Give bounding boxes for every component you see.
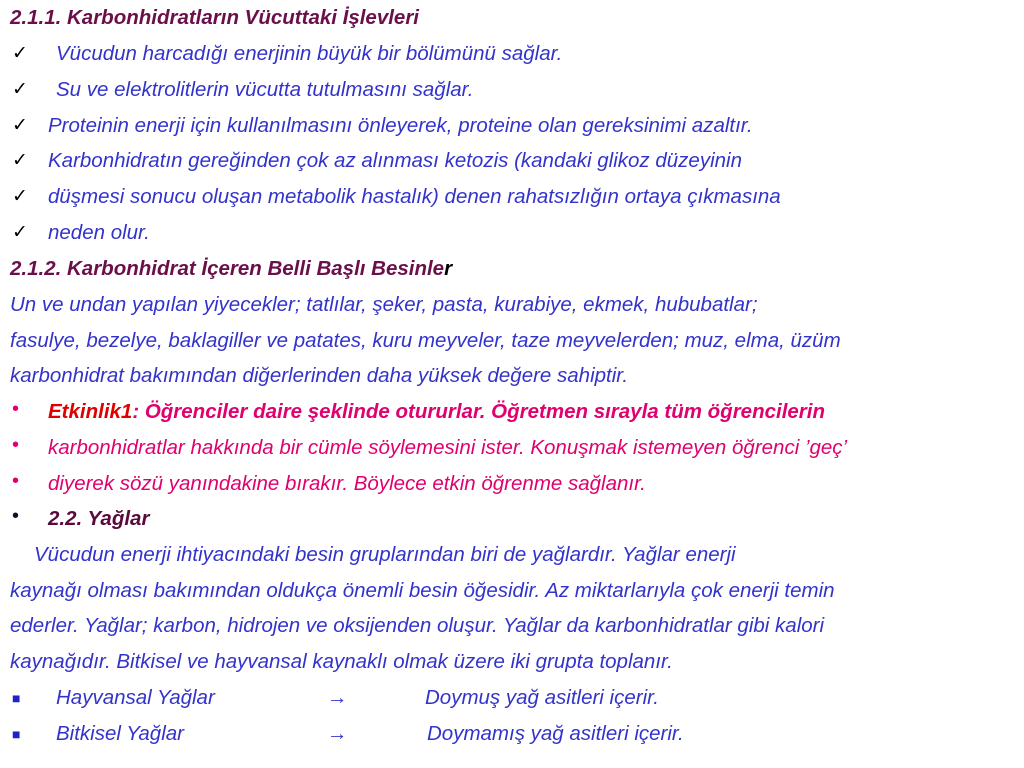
foods-paragraph-line: Un ve undan yapılan yiyecekler; tatlılar, şeker, pasta, kurabiye, ekmek, hububatlar; [10, 293, 758, 316]
checkmark-icon: ✓ [12, 150, 28, 171]
fats-paragraph-line: ederler. Yağlar; karbon, hidrojen ve oksijenden oluşur. Yağlar da karbonhidratlar gibi kalori [10, 614, 825, 637]
fat-type: Bitkisel Yağlar [56, 722, 184, 745]
bullet-icon: • [12, 398, 20, 420]
function-item: Karbonhidratın gereğinden çok az alınması ketozis (kandaki glikoz düzeyinin [48, 149, 742, 172]
square-bullet-icon: ■ [12, 726, 21, 742]
section-heading-carbohydrate-foods [10, 256, 452, 282]
fats-paragraph-line: kaynağıdır. Bitkisel ve hayvansal kaynaklı olmak üzere iki grupta toplanır. [10, 650, 673, 673]
function-item: Su ve elektrolitlerin vücutta tutulmasını sağlar. [56, 78, 474, 101]
fat-description: Doymuş yağ asitleri içerir. [425, 686, 659, 709]
section-heading-fats: 2.2. Yağlar [48, 507, 150, 530]
activity-label: Etkinlik1 [48, 400, 133, 423]
checkmark-icon: ✓ [12, 79, 28, 100]
fat-description: Doymamış yağ asitleri içerir. [427, 722, 684, 745]
checkmark-icon: ✓ [12, 43, 28, 64]
activity-first-line: Öğrenciler daire şeklinde otururlar. Öğretmen sırayla tüm öğrencilerin [139, 400, 825, 423]
arrow-icon: → [327, 686, 348, 709]
checkmark-icon: ✓ [12, 222, 28, 243]
activity-intro [48, 399, 825, 425]
bullet-icon: • [12, 470, 20, 492]
activity-colon: : [132, 400, 140, 423]
function-item: Vücudun harcadığı enerjinin büyük bir bölümünü sağlar. [56, 42, 563, 65]
section-heading-carbohydrate-functions: 2.1.1. Karbonhidratların Vücuttaki İşlevleri [10, 6, 419, 29]
square-bullet-icon: ■ [12, 690, 21, 706]
checkmark-icon: ✓ [12, 115, 28, 136]
heading-tail: r [444, 257, 453, 280]
arrow-icon: → [327, 722, 348, 745]
fat-type: Hayvansal Yağlar [56, 686, 215, 709]
function-item: neden olur. [48, 221, 150, 244]
activity-line: karbonhidratlar hakkında bir cümle söylemesini ister. Konuşmak istemeyen öğrenci ’geç’ [48, 436, 848, 459]
bullet-icon: • [12, 434, 20, 456]
bullet-icon: • [12, 505, 20, 527]
fats-paragraph-line: Vücudun enerji ihtiyacındaki besin gruplarından biri de yağlardır. Yağlar enerji [34, 543, 736, 566]
fats-paragraph-line: kaynağı olması bakımından oldukça önemli besin öğesidir. Az miktarlarıyla çok enerji temin [10, 579, 835, 602]
heading-text: 2.1.2. Karbonhidrat İçeren Belli Başlı Besinle [10, 257, 445, 280]
function-item: düşmesi sonucu oluşan metabolik hastalık) denen rahatsızlığın ortaya çıkmasına [48, 185, 781, 208]
foods-paragraph-line: fasulye, bezelye, baklagiller ve patates, kuru meyveler, taze meyvelerden; muz, elma, üzüm [10, 329, 841, 352]
function-item: Proteinin enerji için kullanılmasını önleyerek, proteine olan gereksinimi azaltır. [48, 114, 753, 137]
checkmark-icon: ✓ [12, 186, 28, 207]
activity-line: diyerek sözü yanındakine bırakır. Böylece etkin öğrenme sağlanır. [48, 472, 646, 495]
foods-paragraph-line: karbonhidrat bakımından diğerlerinden daha yüksek değere sahiptir. [10, 364, 629, 387]
